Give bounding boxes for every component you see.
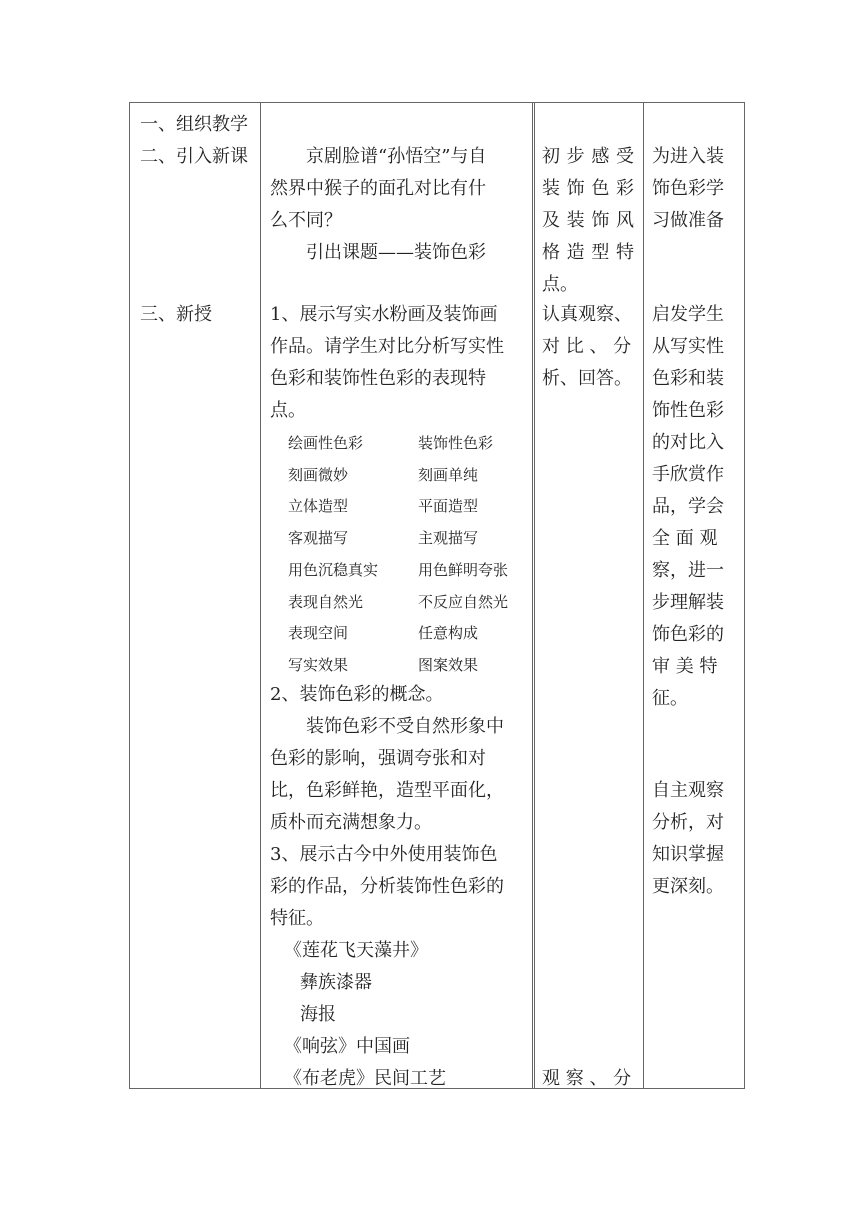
comparison-row: 立体造型 平面造型 bbox=[288, 497, 479, 516]
new-lesson-item-3: 3、展示古今中外使用装饰色 彩的作品，分析装饰性色彩的 特征。 bbox=[270, 844, 504, 929]
comparison-row: 客观描写 主观描写 bbox=[288, 529, 479, 548]
work-item: 《响弦》中国画 bbox=[284, 1036, 410, 1057]
new-lesson-purpose: 启发学生 从写实性 色彩和装 饰性色彩 的对比入 手欣赏作 品，学会 全 面 观 察，进一 步理解装 饰色彩的 审 美 特 征。 bbox=[652, 304, 724, 709]
lesson-plan-table bbox=[129, 102, 745, 1089]
comparison-list bbox=[288, 428, 508, 682]
stage-new-lesson: 三、新授 bbox=[140, 304, 212, 325]
work-item: 海报 bbox=[300, 1004, 336, 1025]
comparison-row: 用色沉稳真实 用色鲜明夸张 bbox=[288, 560, 509, 579]
comparison-row: 表现空间 任意构成 bbox=[288, 624, 479, 643]
work-item: 彝族漆器 bbox=[300, 972, 372, 993]
comparison-row: 绘画性色彩 装饰性色彩 bbox=[288, 434, 494, 452]
column-divider bbox=[643, 103, 644, 1088]
column-divider bbox=[260, 103, 261, 1088]
new-lesson-item-2: 2、装饰色彩的概念。 装饰色彩不受自然形象中 色彩的影响，强调夸张和对 比，色彩鲜艳，造型平面化， 质朴而充满想象力。 bbox=[270, 684, 504, 833]
stage-intro: 二、引入新课 bbox=[140, 146, 248, 167]
concept-purpose: 自主观察 分析，对 知识掌握 更深刻。 bbox=[652, 780, 724, 897]
intro-purpose: 为进入装 饰色彩学 习做准备 bbox=[652, 146, 724, 231]
stage-organize: 一、组织教学 bbox=[140, 114, 248, 135]
intro-question: 京剧脸谱“孙悟空”与自 然界中猴子的面孔对比有什 么不同？ 引出课题——装饰色彩 bbox=[270, 146, 487, 263]
comparison-row: 写实效果 图案效果 bbox=[288, 655, 479, 674]
column-divider-double bbox=[532, 103, 535, 1088]
comparison-row: 刻画微妙 刻画单纯 bbox=[288, 465, 479, 484]
work-item: 《莲花飞天藻井》 bbox=[284, 940, 428, 961]
intro-student-activity: 初步感受 装饰色彩 及装饰风 格造型特 点。 bbox=[542, 146, 634, 295]
works-student-activity: 观 察 、 分 bbox=[542, 1068, 632, 1089]
works-list bbox=[270, 935, 528, 1095]
comparison-row: 表现自然光 不反应自然光 bbox=[288, 592, 509, 611]
new-lesson-student-activity: 认真观察、 对 比 、 分 析、回答。 bbox=[542, 304, 632, 389]
work-item: 《布老虎》民间工艺 bbox=[284, 1068, 446, 1089]
new-lesson-item-1: 1、展示写实水粉画及装饰画 作品。请学生对比分析写实性 色彩和装饰性色彩的表现特 点。 bbox=[270, 304, 504, 421]
